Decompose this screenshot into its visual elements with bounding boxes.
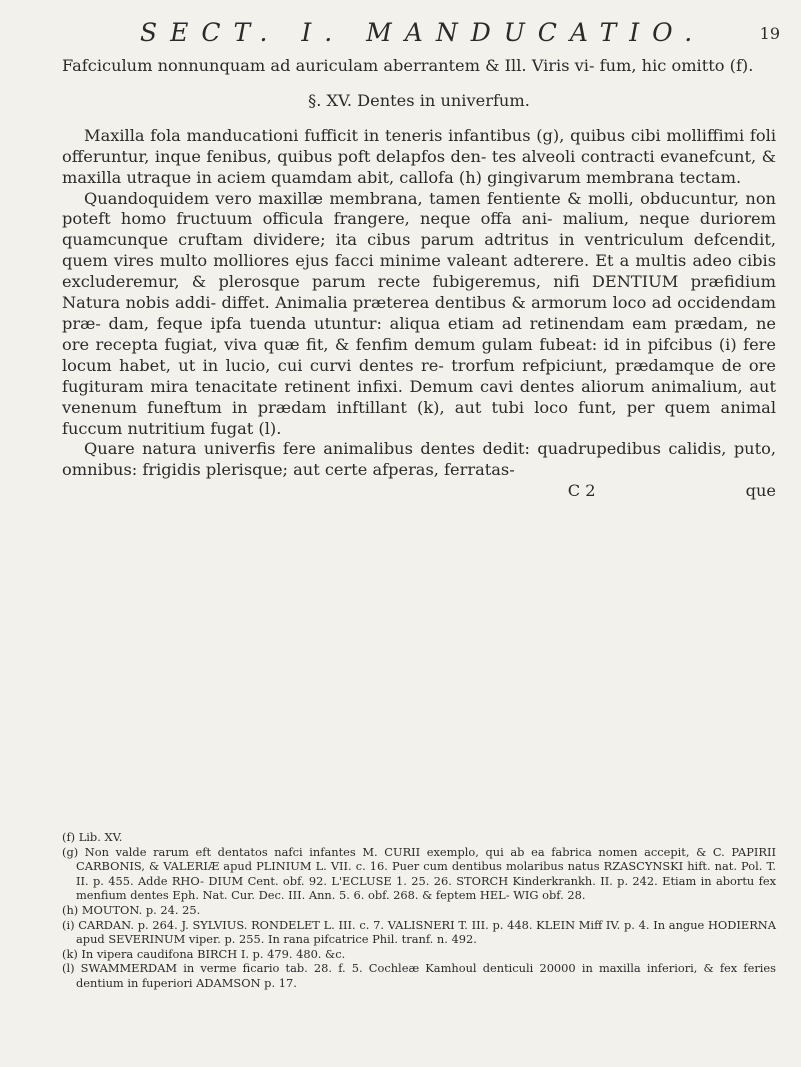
paragraph-4: Quare natura univerfis fere animalibus dentes dedit: quadrupedibus calidis, puto, omnibus: frigidis plerisque; aut certe afperas, ferratas- (62, 439, 776, 480)
page-header (140, 14, 780, 54)
footnote-k: (k) In vipera caudifona BIRCH I. p. 479. 480. &c. (62, 946, 346, 961)
main-text (62, 56, 776, 502)
footnotes (62, 830, 776, 991)
catchword-line (62, 481, 776, 502)
footnote-f: (f) Lib. XV. (62, 830, 123, 844)
running-title: SECT. I. MANDUCATIO. (140, 18, 706, 47)
page-number: 19 (759, 24, 780, 43)
footnote-g: (g) Non valde rarum eft dentatos nafci infantes M. CURII exemplo, qui ab ea fabrica nomen accepit, & C. PAPIRII CARBONIS, & VALERIÆ apud PLINIUM L. VII. c. 16. Puer cum dentibus molaribus natus RZASCYNSKI hift. nat. Pol. T. II. p. 455. Adde RHO- DIUM Cent. obf. 92. L'ECLUSE 1. 25. 26. STORCH Kinderkrankh. II. p. 242. Etiam in abortu fex menfium dentes Eph. Nat. Cur. Dec. III. Ann. 5. 6. obf. 268. & feptem HEL- WIG obf. 28. (62, 844, 776, 903)
section-heading: §. XV. Dentes in univerfum. (308, 90, 530, 110)
paragraph-3: Quandoquidem vero maxillæ membrana, tamen fentiente & molli, obducuntur, non poteft homo fructuum officula frangere, neque offa ani- malium, neque duriorem quamcunque cruftam dividere; ita cibus parum adtritus in ventriculum defcendit, quem vires multo molliores ejus facci minime valeant adterere. Et a multis adeo cibis excluderemur, & plerosque parum recte fubigeremus, nifi DENTIUM præfidium Natura nobis addi- diffet. Animalia præterea dentibus & armorum loco ad occidendam præ- dam, feque ipfa tuenda utuntur: aliqua etiam ad retinendam eam prædam, ne ore recepta fugiat, viva quæ fit, & fenfim demum gulam fubeat: id in pifcibus (i) fere locum habet, ut in lucio, cui curvi dentes re- trorfum refpiciunt, prædamque de ore fugituram mira tenacitate retinent infixi. Demum cavi dentes aliorum animalium, aut venenum funeftum in prædam inftillant (k), aut tubi loco funt, per quem animal fuccum nutritium fugat (l). (62, 188, 776, 438)
paragraph-1: Fafciculum nonnunquam ad auriculam aberrantem & Ill. Viris vi- fum, hic omitto (f). (62, 56, 754, 75)
catchword: que (745, 481, 776, 501)
paragraph-2: Maxilla fola manducationi fufficit in teneris infantibus (g), quibus cibi molliffimi foli offeruntur, inque fenibus, quibus poft delapfos den- tes alveoli contracti evanefcunt, & maxilla utraque in aciem quamdam abit, callofa (h) gingivarum membrana tectam. (62, 125, 776, 187)
footnote-h: (h) MOUTON. p. 24. 25. (62, 902, 201, 917)
footnote-l: (l) SWAMMERDAM in verme ficario tab. 28. f. 5. Cochleæ Kamhoul denticuli 20000 in maxilla inferiori, & fex feries dentium in fuperiori ADAMSON p. 17. (62, 961, 776, 990)
footnote-i: (i) CARDAN. p. 264. J. SYLVIUS. RONDELET L. III. c. 7. VALISNERI T. III. p. 448. KLEIN Miff IV. p. 4. In angue HODIERNA apud SEVERINUM viper. p. 255. In rana pifcatrice Phil. tranf. n. 492. (62, 917, 776, 947)
signature-mark: C 2 (567, 481, 596, 501)
